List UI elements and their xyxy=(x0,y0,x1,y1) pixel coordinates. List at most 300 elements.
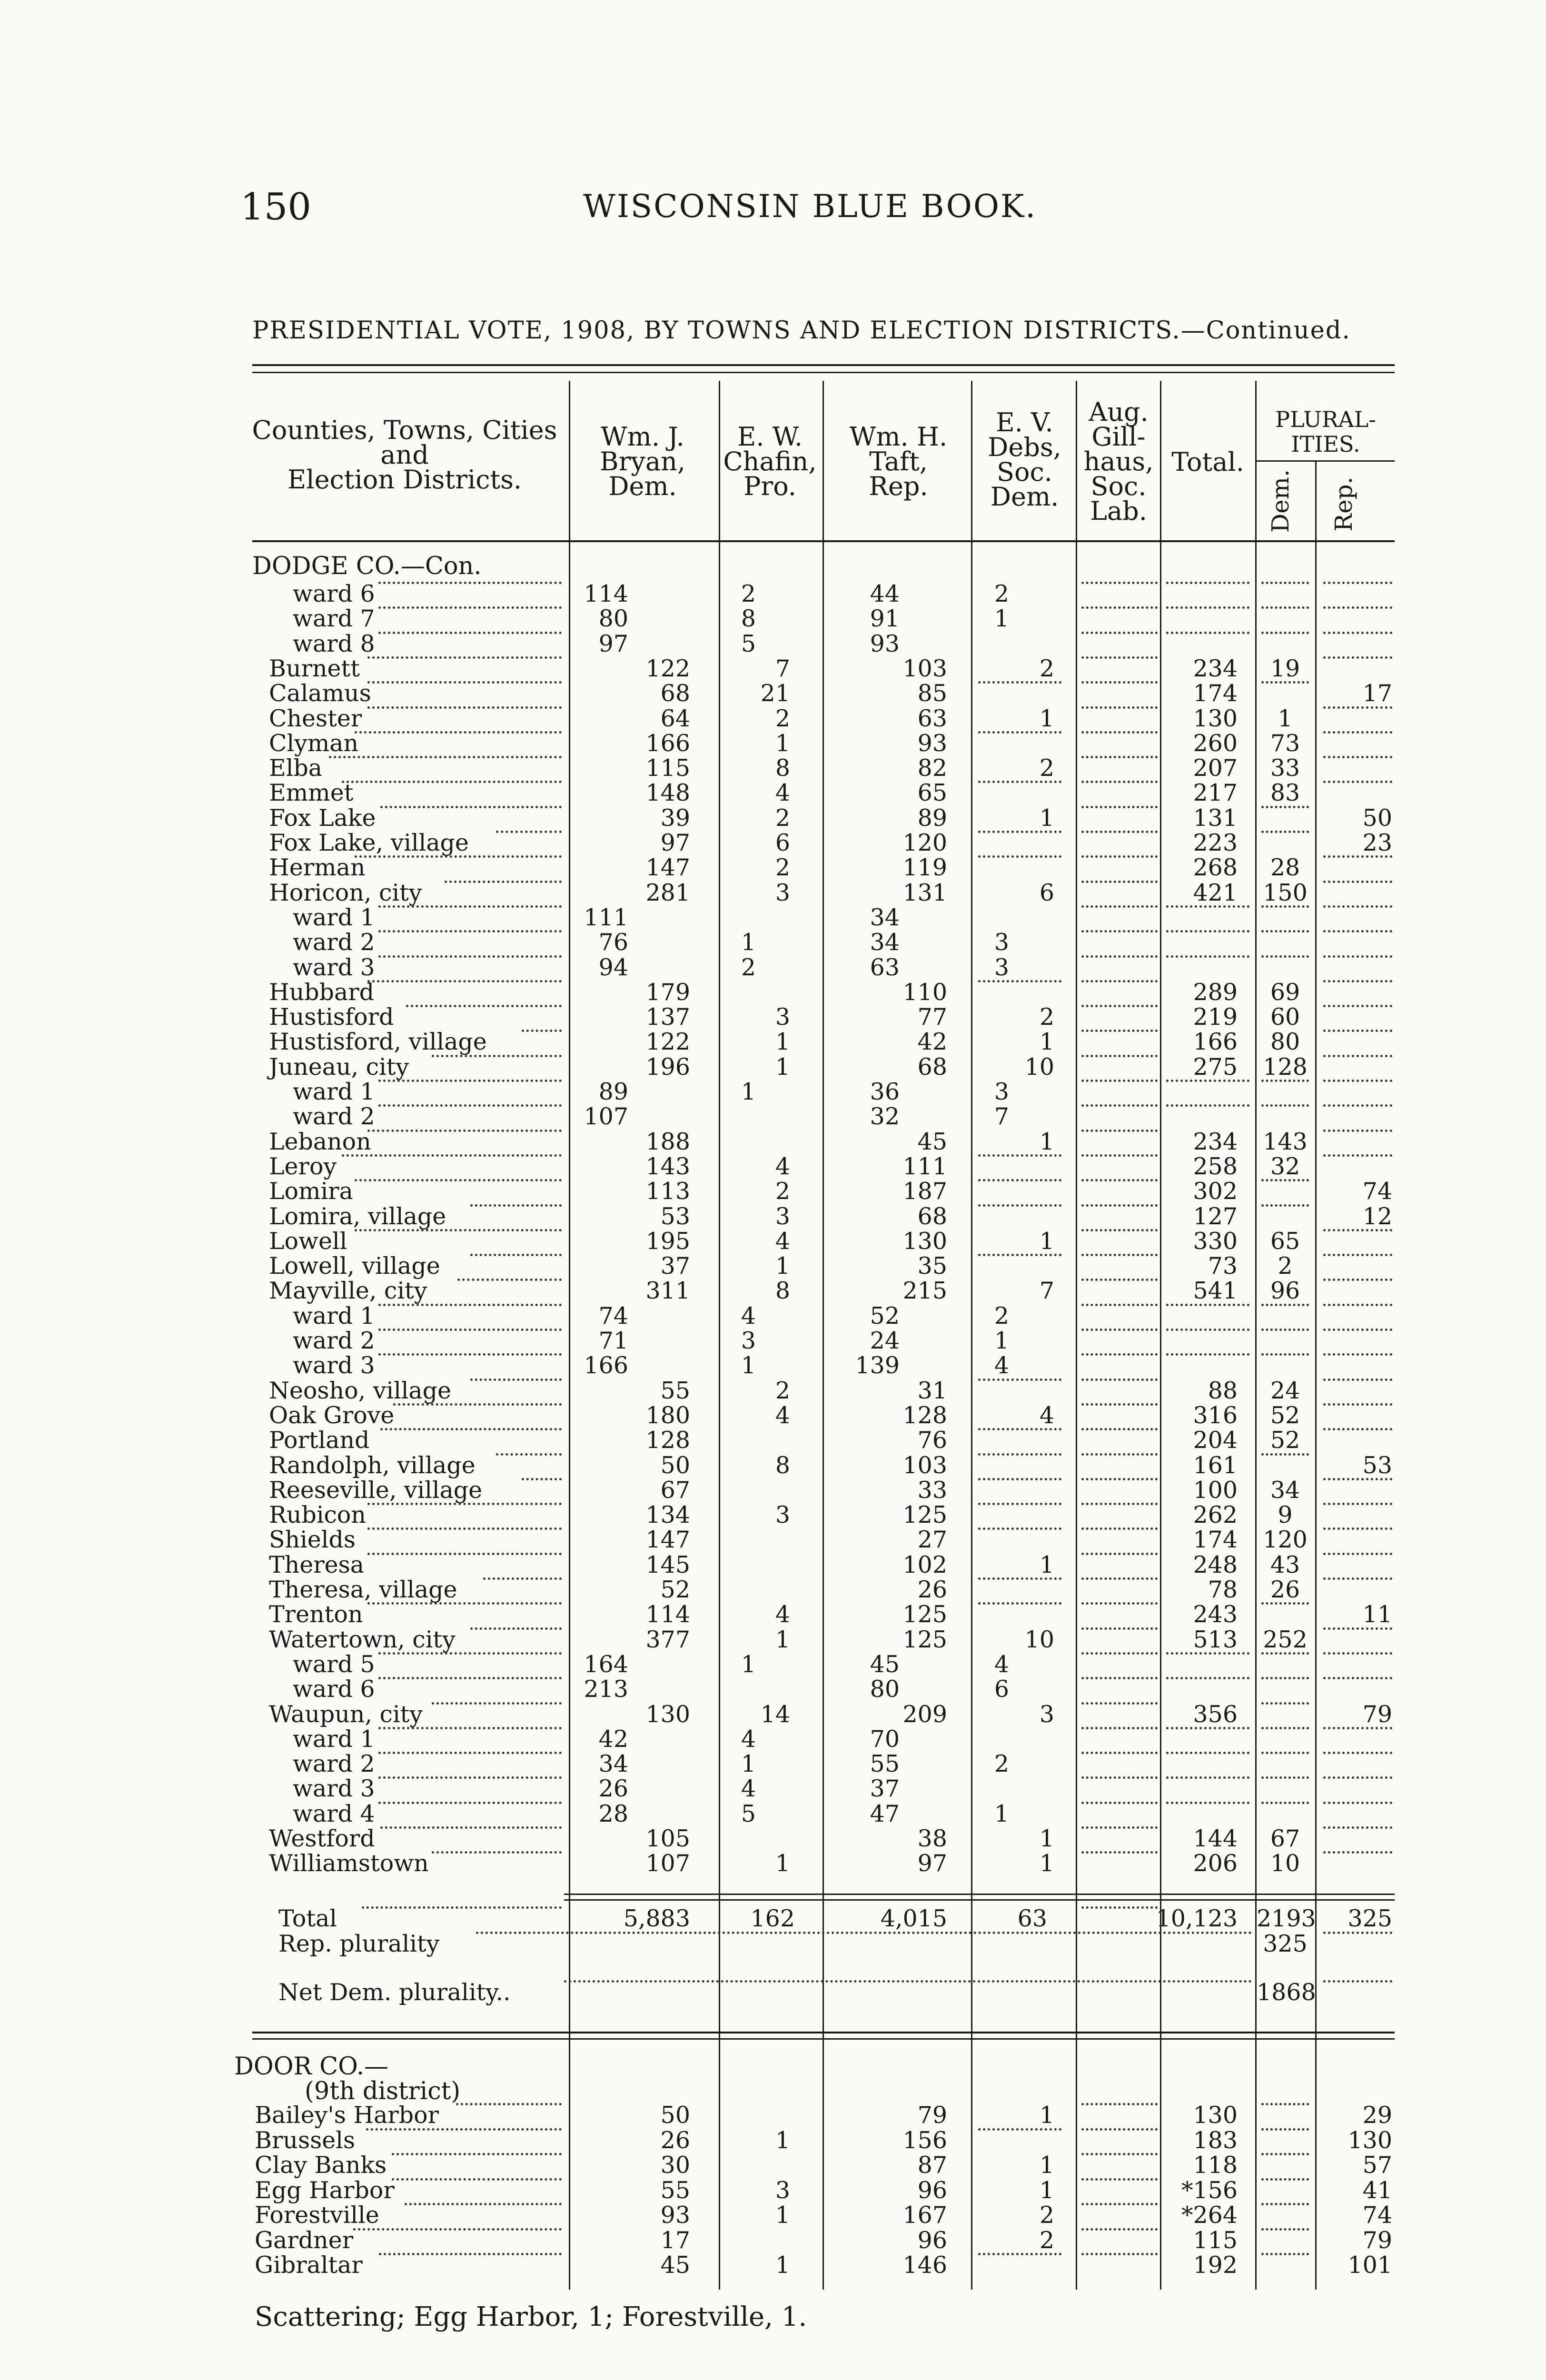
debs-vote: 6 xyxy=(1039,879,1054,906)
leader-dots xyxy=(470,1204,562,1207)
debs-vote: 4 xyxy=(994,1651,1009,1678)
leader-dots xyxy=(378,582,562,584)
leader-dots xyxy=(378,1329,562,1331)
bryan-vote: 166 xyxy=(584,1352,628,1379)
chafin-vote: 4 xyxy=(775,1228,790,1255)
leader-dots xyxy=(355,1229,562,1231)
dem-plurality: 69 xyxy=(1270,979,1300,1006)
dem-empty xyxy=(1261,2203,1309,2205)
dem-plurality: 26 xyxy=(1270,1576,1300,1603)
chafin-vote: 2 xyxy=(775,1377,790,1404)
rep-empty xyxy=(1323,1851,1392,1854)
row-name: Clay Banks xyxy=(255,2152,387,2179)
leader-dots xyxy=(380,1428,562,1430)
chafin-vote: 2 xyxy=(775,1178,790,1205)
rep-empty xyxy=(1323,1652,1392,1655)
leader-dots xyxy=(367,1527,562,1530)
rep-empty xyxy=(1323,1005,1392,1007)
rep-empty xyxy=(1323,1553,1392,1555)
bryan-vote: 26 xyxy=(598,1775,628,1802)
leader-dots xyxy=(342,1154,562,1157)
leader-dots xyxy=(378,1080,562,1082)
gillhaus-empty xyxy=(1081,582,1158,584)
taft-vote: 63 xyxy=(917,705,947,732)
row-name: Lebanon xyxy=(269,1128,371,1155)
row-name: Chester xyxy=(269,705,362,732)
row-name: Portland xyxy=(269,1427,370,1454)
bryan-vote: 113 xyxy=(645,1178,690,1205)
bryan-vote: 164 xyxy=(584,1651,628,1678)
bryan-vote: 71 xyxy=(598,1327,628,1354)
rep-empty xyxy=(1323,881,1392,883)
total-empty xyxy=(1166,582,1249,584)
total-empty xyxy=(1166,1776,1249,1779)
leader-dots xyxy=(445,881,562,883)
bryan-vote: 213 xyxy=(584,1676,628,1703)
taft-vote: 120 xyxy=(902,829,947,856)
leader-dots xyxy=(342,781,562,783)
bryan-vote: 28 xyxy=(598,1800,628,1827)
header-taft: Wm. H. Taft, Rep. xyxy=(849,422,948,501)
row-name: ward 7 xyxy=(293,605,375,632)
dem-plurality: 9 xyxy=(1278,1501,1293,1528)
grand-total: 10,123 xyxy=(1156,1905,1238,1932)
rep-empty xyxy=(1323,1478,1392,1480)
dem-plurality: 34 xyxy=(1270,1477,1300,1504)
bryan-vote: 166 xyxy=(645,730,690,757)
rep-plurality: 50 xyxy=(1362,804,1392,832)
leader-dots xyxy=(378,905,562,908)
bryan-vote: 45 xyxy=(660,2251,690,2279)
rep-empty xyxy=(1323,706,1392,709)
gillhaus-empty xyxy=(1081,1652,1158,1655)
leader-dots xyxy=(470,1378,562,1381)
row-name: Elba xyxy=(269,754,323,782)
dem-plurality: 120 xyxy=(1263,1526,1308,1553)
dem-plurality: 19 xyxy=(1270,655,1300,682)
rep-plurality: 74 xyxy=(1362,1178,1392,1205)
table-row xyxy=(0,1503,1546,1527)
debs-vote: 1 xyxy=(1039,1028,1054,1055)
taft-vote: 52 xyxy=(870,1302,900,1329)
rep-empty xyxy=(1323,1980,1392,1983)
taft-vote: 36 xyxy=(870,1078,900,1105)
rep-empty xyxy=(1323,582,1392,584)
rep-plurality: 11 xyxy=(1362,1601,1392,1628)
table-row xyxy=(0,980,1546,1005)
rep-empty xyxy=(1323,1254,1392,1256)
total-vote: 421 xyxy=(1193,879,1238,906)
total-empty xyxy=(1166,1727,1249,1729)
row-name: ward 1 xyxy=(293,1726,375,1753)
leader-dots xyxy=(378,1104,562,1107)
debs-vote: 2 xyxy=(1039,2202,1054,2229)
dem-empty xyxy=(1261,2103,1309,2105)
taft-vote: 130 xyxy=(902,1228,947,1255)
row-name: Brussels xyxy=(255,2127,356,2154)
leader-dots xyxy=(483,1577,562,1580)
debs-empty xyxy=(978,831,1061,833)
table-row xyxy=(0,905,1546,930)
chafin-vote: 1 xyxy=(775,2127,790,2154)
total-vote: 217 xyxy=(1193,779,1238,806)
dem-empty xyxy=(1261,1453,1309,1456)
leader-dots xyxy=(378,1677,562,1679)
total-empty xyxy=(1166,1304,1249,1306)
leader-dots xyxy=(378,1727,562,1729)
dem-empty xyxy=(1261,1702,1309,1705)
bryan-vote: 196 xyxy=(645,1053,690,1081)
bryan-vote: 130 xyxy=(645,1701,690,1728)
row-name: Shields xyxy=(269,1526,356,1553)
row-name: Mayville, city xyxy=(269,1277,427,1304)
bryan-vote: 37 xyxy=(660,1252,690,1279)
table-row xyxy=(0,756,1546,781)
leader-dots xyxy=(378,955,562,958)
rep-empty xyxy=(1323,1154,1392,1157)
taft-vote: 27 xyxy=(917,1526,947,1553)
header-chafin: E. W. Chafin, Pro. xyxy=(723,422,817,501)
taft-vote: 44 xyxy=(870,580,900,607)
rep-empty xyxy=(1323,1932,1392,1934)
debs-vote: 3 xyxy=(1039,1701,1054,1728)
total-empty xyxy=(1166,905,1249,908)
debs-vote: 1 xyxy=(1039,1551,1054,1578)
total-vote: 115 xyxy=(1193,2227,1238,2254)
total-empty xyxy=(1166,1329,1249,1331)
row-name: Fox Lake xyxy=(269,804,376,832)
leader-dots xyxy=(367,656,562,659)
gillhaus-empty xyxy=(1081,1304,1158,1306)
chafin-vote: 3 xyxy=(775,1501,790,1528)
row-name: ward 6 xyxy=(293,1676,375,1703)
leader-dots xyxy=(432,1055,562,1057)
taft-vote: 97 xyxy=(917,1850,947,1877)
table-row xyxy=(0,1752,1546,1776)
bryan-vote: 188 xyxy=(645,1128,690,1155)
dem-empty xyxy=(1261,955,1309,958)
bryan-vote: 180 xyxy=(645,1402,690,1429)
chafin-vote: 1 xyxy=(775,2251,790,2279)
total-empty xyxy=(1166,1752,1249,1754)
row-name: ward 2 xyxy=(293,1750,375,1777)
taft-vote: 215 xyxy=(902,1277,947,1304)
rep-empty xyxy=(1323,1329,1392,1331)
total-empty xyxy=(1166,1677,1249,1679)
rep-empty xyxy=(1323,1826,1392,1829)
chafin-vote: 6 xyxy=(775,829,790,856)
taft-vote: 42 xyxy=(917,1028,947,1055)
bryan-vote: 128 xyxy=(645,1427,690,1454)
row-name: Fox Lake, village xyxy=(269,829,469,856)
taft-vote: 24 xyxy=(870,1327,900,1354)
row-name: Gardner xyxy=(255,2227,354,2254)
taft-vote: 55 xyxy=(870,1750,900,1777)
dem-plurality: 67 xyxy=(1270,1825,1300,1852)
gillhaus-empty xyxy=(1081,905,1158,908)
table-row xyxy=(0,881,1546,905)
chafin-vote: 1 xyxy=(741,1078,756,1105)
taft-vote: 38 xyxy=(917,1825,947,1852)
bryan-vote: 107 xyxy=(584,1103,628,1130)
bryan-vote: 134 xyxy=(645,1501,690,1528)
debs-empty xyxy=(978,2128,1061,2131)
dem-plurality: 150 xyxy=(1263,879,1308,906)
dem-empty xyxy=(1261,2153,1309,2155)
debs-vote: 1 xyxy=(1039,804,1054,832)
door-row xyxy=(0,2228,1546,2253)
table-row xyxy=(0,1527,1546,1552)
table-row xyxy=(0,1577,1546,1602)
table-row xyxy=(0,1403,1546,1428)
row-name: Gibraltar xyxy=(255,2251,363,2279)
bryan-vote: 55 xyxy=(660,1377,690,1404)
leader-dots xyxy=(496,831,562,833)
gillhaus-empty xyxy=(1081,1677,1158,1679)
dem-plurality: 80 xyxy=(1270,1028,1300,1055)
bryan-vote: 67 xyxy=(660,1477,690,1504)
dem-empty xyxy=(1261,905,1309,908)
rep-empty xyxy=(1323,656,1392,659)
debs-vote: 6 xyxy=(994,1676,1009,1703)
table-row xyxy=(0,1478,1546,1503)
total-empty xyxy=(1166,632,1249,634)
table-row xyxy=(0,1453,1546,1478)
chafin-vote: 2 xyxy=(741,580,756,607)
bryan-vote: 111 xyxy=(584,904,628,931)
bryan-vote: 93 xyxy=(660,2202,690,2229)
row-name: Hustisford, village xyxy=(269,1028,487,1055)
rep-plurality-row xyxy=(0,1932,1546,1956)
row-name: Burnett xyxy=(269,655,360,682)
chafin-vote: 4 xyxy=(775,1153,790,1180)
bryan-vote: 26 xyxy=(660,2127,690,2154)
chafin-vote: 3 xyxy=(775,879,790,906)
leader-dots xyxy=(362,1906,562,1909)
row-name: ward 3 xyxy=(293,1775,375,1802)
dem-plurality: 52 xyxy=(1270,1427,1300,1454)
total-vote: 161 xyxy=(1193,1452,1238,1479)
totals-rule-2 xyxy=(564,1899,1395,1901)
rep-empty xyxy=(1323,632,1392,634)
leader-dots xyxy=(378,1353,562,1356)
dem-plurality: 1 xyxy=(1278,705,1293,732)
total-vote: *264 xyxy=(1181,2202,1238,2229)
total-vote: 262 xyxy=(1193,1501,1238,1528)
dem-empty xyxy=(1261,1652,1309,1655)
debs-vote: 3 xyxy=(994,954,1009,981)
door-row xyxy=(0,2178,1546,2203)
row-name: Herman xyxy=(269,854,366,881)
leader-dots xyxy=(392,2178,562,2181)
dem-plurality: 60 xyxy=(1270,1003,1300,1031)
chafin-vote: 3 xyxy=(775,1003,790,1031)
chafin-vote: 1 xyxy=(775,2202,790,2229)
chafin-vote: 2 xyxy=(775,705,790,732)
rep-plurality: 57 xyxy=(1362,2152,1392,2179)
chafin-vote: 21 xyxy=(760,680,790,707)
door-row xyxy=(0,2153,1546,2178)
total-vote: 166 xyxy=(1193,1028,1238,1055)
debs-vote: 1 xyxy=(1039,705,1054,732)
dem-empty xyxy=(1261,1776,1309,1779)
leader-dots xyxy=(353,2228,562,2231)
taft-vote: 79 xyxy=(917,2102,947,2129)
taft-vote: 93 xyxy=(917,730,947,757)
leader-dots xyxy=(378,1752,562,1754)
rep-empty xyxy=(1323,1727,1392,1729)
debs-vote: 10 xyxy=(1024,1626,1054,1653)
bryan-vote: 97 xyxy=(598,630,628,657)
leader-dots xyxy=(456,2103,562,2105)
door-row xyxy=(0,2203,1546,2228)
table-row xyxy=(0,731,1546,756)
leader-dots xyxy=(476,1932,1252,1934)
bryan-vote: 68 xyxy=(660,680,690,707)
row-name: Lowell xyxy=(269,1228,347,1255)
dem-total: 2193 xyxy=(1257,1905,1316,1932)
row-name: Juneau, city xyxy=(269,1053,409,1081)
total-vote: 541 xyxy=(1193,1277,1238,1304)
leader-dots xyxy=(432,1702,562,1705)
debs-empty xyxy=(978,1378,1061,1381)
bryan-vote: 105 xyxy=(645,1825,690,1852)
bryan-vote: 76 xyxy=(598,929,628,956)
door-row xyxy=(0,2253,1546,2278)
chafin-vote: 1 xyxy=(775,1626,790,1653)
row-name: Leroy xyxy=(269,1153,337,1180)
door-row xyxy=(0,2128,1546,2153)
dem-plurality: 252 xyxy=(1263,1626,1308,1653)
total-vote: 260 xyxy=(1193,730,1238,757)
debs-vote: 4 xyxy=(994,1352,1009,1379)
dem-plurality: 28 xyxy=(1270,854,1300,881)
debs-vote: 1 xyxy=(1039,2177,1054,2204)
net-dem-row xyxy=(0,1980,1546,2005)
dem-empty xyxy=(1261,1752,1309,1754)
table-row xyxy=(0,855,1546,880)
table-row xyxy=(0,1851,1546,1876)
debs-vote: 7 xyxy=(994,1103,1009,1130)
table-row xyxy=(0,1279,1546,1303)
table-row xyxy=(0,1428,1546,1453)
rep-empty xyxy=(1323,1503,1392,1505)
debs-vote: 1 xyxy=(1039,2102,1054,2129)
debs-empty xyxy=(978,1478,1061,1480)
table-row xyxy=(0,1179,1546,1204)
total-vote: 302 xyxy=(1193,1178,1238,1205)
chafin-vote: 3 xyxy=(775,2177,790,2204)
chafin-vote: 4 xyxy=(741,1726,756,1753)
row-name: Theresa, village xyxy=(269,1576,457,1603)
taft-vote: 76 xyxy=(917,1427,947,1454)
row-name: Clyman xyxy=(269,730,359,757)
row-name: Hubbard xyxy=(269,979,375,1006)
total-vote: 204 xyxy=(1193,1427,1238,1454)
debs-empty xyxy=(978,731,1061,734)
row-name: ward 1 xyxy=(293,904,375,931)
dem-empty xyxy=(1261,1104,1309,1107)
rep-empty xyxy=(1323,1353,1392,1356)
debs-empty xyxy=(978,1503,1061,1505)
table-row xyxy=(0,606,1546,631)
chafin-vote: 1 xyxy=(775,730,790,757)
table-row xyxy=(0,1104,1546,1129)
total-vote: 275 xyxy=(1193,1053,1238,1081)
taft-vote: 156 xyxy=(902,2127,947,2154)
header-dem: Dem. xyxy=(1267,469,1294,533)
door-subheading: (9th district) xyxy=(305,2077,461,2105)
taft-vote: 34 xyxy=(870,904,900,931)
total-empty xyxy=(1166,930,1249,932)
taft-vote: 32 xyxy=(870,1103,900,1130)
dem-empty xyxy=(1261,606,1309,609)
table-row xyxy=(0,930,1546,955)
table-row xyxy=(0,1055,1546,1080)
table-row xyxy=(0,1229,1546,1254)
total-vote: 144 xyxy=(1193,1825,1238,1852)
bryan-vote: 107 xyxy=(645,1850,690,1877)
section-rule-2 xyxy=(252,2038,1395,2040)
taft-vote: 125 xyxy=(902,1601,947,1628)
dodge-heading: DODGE CO.—Con. xyxy=(252,552,482,580)
dem-empty xyxy=(1261,1204,1309,1207)
dem-empty xyxy=(1261,681,1309,684)
total-vote: 131 xyxy=(1193,804,1238,832)
bryan-vote: 145 xyxy=(645,1551,690,1578)
table-row xyxy=(0,1802,1546,1826)
rep-empty xyxy=(1323,756,1392,758)
row-name: Westford xyxy=(269,1825,375,1852)
taft-vote: 209 xyxy=(902,1701,947,1728)
rep-plurality-value: 325 xyxy=(1263,1930,1308,1957)
total-vote: 206 xyxy=(1193,1850,1238,1877)
debs-vote: 2 xyxy=(1039,2227,1054,2254)
bryan-vote: 89 xyxy=(598,1078,628,1105)
leader-dots xyxy=(378,1776,562,1779)
bryan-vote: 64 xyxy=(660,705,690,732)
debs-empty xyxy=(978,781,1061,783)
header-top-rule-2 xyxy=(252,372,1395,373)
total-empty xyxy=(1166,1353,1249,1356)
debs-empty xyxy=(978,1179,1061,1181)
bryan-vote: 195 xyxy=(645,1228,690,1255)
row-name: ward 3 xyxy=(293,1352,375,1379)
section-rule xyxy=(252,2032,1395,2033)
totals-rule xyxy=(564,1894,1395,1895)
taft-vote: 45 xyxy=(870,1651,900,1678)
total-vote: 234 xyxy=(1193,655,1238,682)
taft-vote: 26 xyxy=(917,1576,947,1603)
total-vote: 513 xyxy=(1193,1626,1238,1653)
dem-empty xyxy=(1261,2228,1309,2231)
taft-vote: 102 xyxy=(902,1551,947,1578)
taft-vote: 77 xyxy=(917,1003,947,1031)
taft-vote: 47 xyxy=(870,1800,900,1827)
total-vote: 78 xyxy=(1208,1576,1238,1603)
door-row xyxy=(0,2103,1546,2128)
dem-plurality: 32 xyxy=(1270,1153,1300,1180)
total-vote: 130 xyxy=(1193,705,1238,732)
total-vote: *156 xyxy=(1181,2177,1238,2204)
chafin-vote: 8 xyxy=(741,605,756,632)
table-row xyxy=(0,1353,1546,1378)
rep-empty xyxy=(1323,1104,1392,1107)
table-row xyxy=(0,1378,1546,1403)
row-name: Randolph, village xyxy=(269,1452,476,1479)
total-vote: 356 xyxy=(1193,1701,1238,1728)
dem-empty xyxy=(1261,1353,1309,1356)
